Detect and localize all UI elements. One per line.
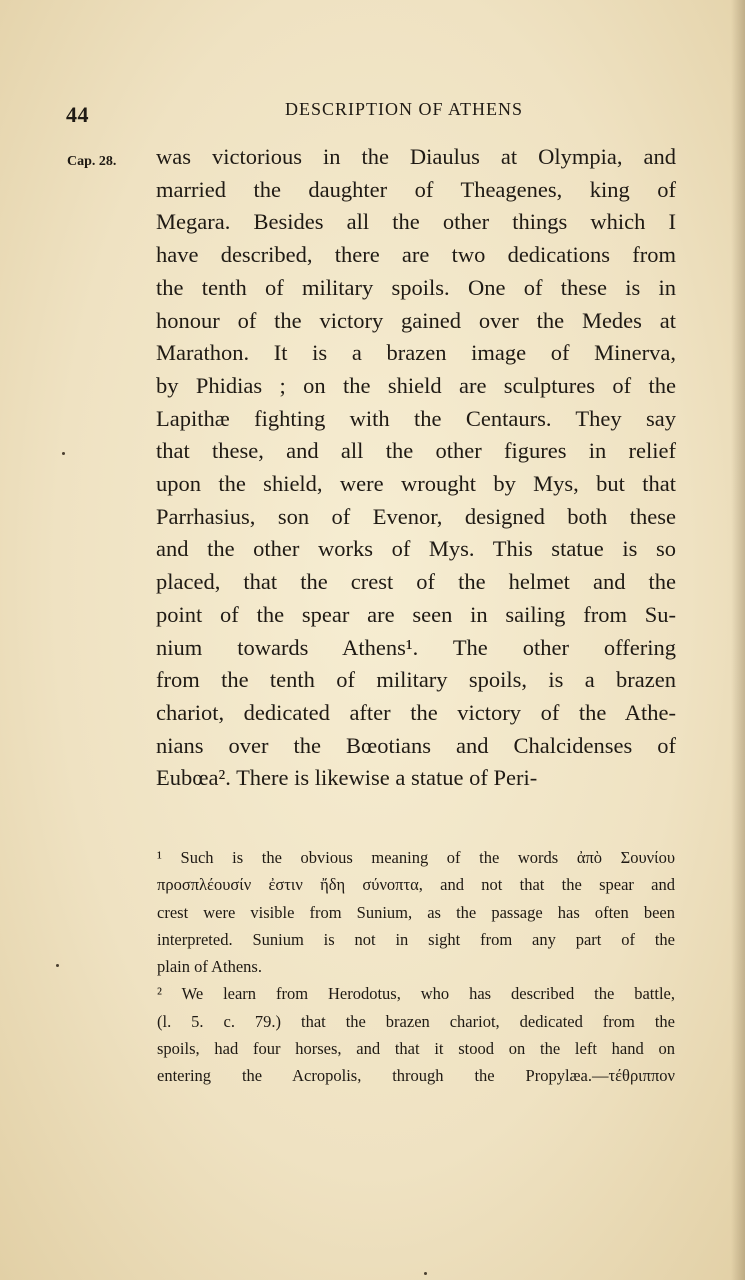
footnote-line: interpreted. Sunium is not in sight from any part of the (157, 929, 675, 949)
page-edge-shadow (731, 0, 745, 1280)
footnote-line: entering the Acropolis, through the Propylæa.—τέθριππον (157, 1066, 675, 1086)
body-line: was victorious in the Diaulus at Olympia, and (156, 144, 676, 169)
body-line: have described, there are two dedications from (156, 242, 676, 268)
footnote-2 (157, 980, 675, 1089)
body-line: that these, and all the other figures in relief (156, 438, 676, 464)
footnote-1 (157, 844, 675, 980)
body-line: by Phidias ; on the shield are sculptures of the (156, 372, 676, 398)
footnote-line: προσπλέουσίν ἐστιν ἤδη σύνοπτα, and not that the spear and (157, 875, 675, 895)
paper-speck (56, 964, 59, 967)
body-line: nians over the Bœotians and Chalcidenses of (156, 732, 676, 758)
body-line: point of the spear are seen in sailing from Su- (156, 601, 676, 627)
footnotes (157, 844, 675, 1090)
paper-speck (62, 452, 65, 455)
body-text (156, 141, 676, 795)
footnote-line: ² We learn from Herodotus, who has described the battle, (157, 984, 675, 1004)
page-number: 44 (66, 102, 89, 127)
body-line: Eubœa². There is likewise a statue of Peri- (156, 765, 538, 791)
running-head: DESCRIPTION OF ATHENS (285, 99, 524, 119)
body-line: Lapithæ fighting with the Centaurs. They say (156, 405, 676, 431)
body-line: placed, that the crest of the helmet and the (156, 569, 676, 595)
footnote-line: ¹ Such is the obvious meaning of the words ἀπὸ Σουνίου (157, 848, 675, 867)
body-line: upon the shield, were wrought by Mys, but that (156, 471, 676, 497)
footnote-line: crest were visible from Sunium, as the passage has often been (157, 902, 675, 922)
body-line: the tenth of military spoils. One of these is in (156, 274, 676, 300)
body-line: nium towards Athens¹. The other offering (156, 634, 676, 660)
body-line: honour of the victory gained over the Medes at (156, 307, 676, 333)
body-line: Marathon. It is a brazen image of Minerva, (156, 340, 676, 366)
footnote-line: spoils, had four horses, and that it stood on the left hand on (157, 1039, 675, 1059)
body-line: and the other works of Mys. This statue is so (156, 536, 676, 562)
body-line: married the daughter of Theagenes, king of (156, 176, 676, 202)
body-line: Megara. Besides all the other things which I (156, 209, 676, 235)
paper-speck (424, 1272, 427, 1275)
body-line: chariot, dedicated after the victory of the Athe- (156, 699, 676, 725)
chapter-margin-note: Cap. 28. (67, 154, 117, 169)
body-line: Parrhasius, son of Evenor, designed both these (156, 503, 676, 529)
footnote-line: plain of Athens. (157, 957, 262, 977)
footnote-line: (l. 5. c. 79.) that the brazen chariot, dedicated from the (157, 1011, 675, 1031)
body-line: from the tenth of military spoils, is a brazen (156, 667, 676, 693)
